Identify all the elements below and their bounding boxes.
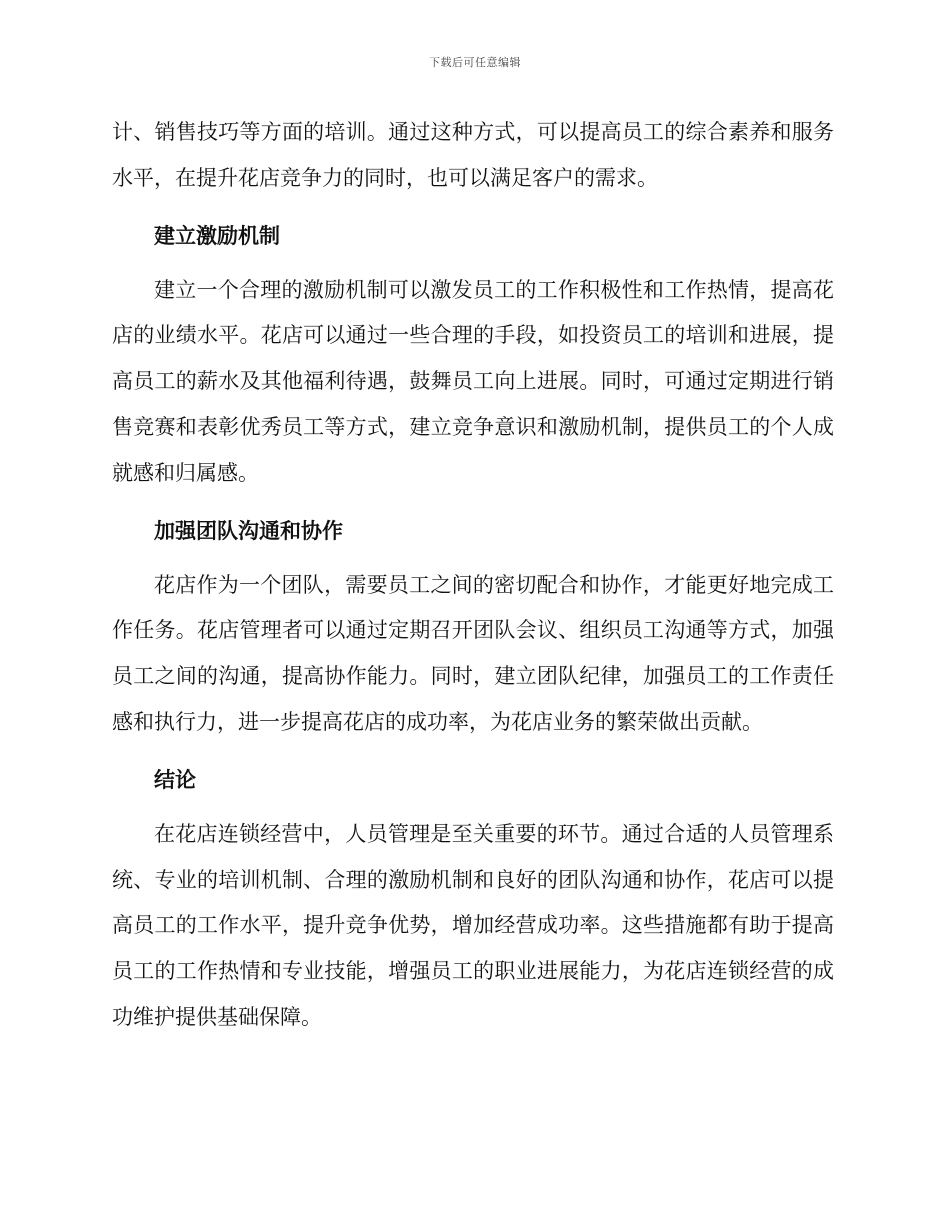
paragraph-training-continued: 计、销售技巧等方面的培训。通过这种方式，可以提高员工的综合素养和服务水平，在提升花店竞争力的同时，也可以满足客户的需求。 [112, 120, 834, 190]
header-note: 下载后可任意编辑 [429, 56, 521, 69]
heading-incentive-mechanism: 建立激励机制 [154, 223, 280, 248]
paragraph-incentive-mechanism: 建立一个合理的激励机制可以激发员工的工作积极性和工作热情，提高花店的业绩水平。花店可以通过一些合理的手段，如投资员工的培训和进展，提高员工的薪水及其他福利待遇，鼓舞员工向上进展。同时，可通过定期进行销售竞赛和表彰优秀员工等方式，建立竞争意识和激励机制，提供员工的个人成就感和归属感。 [112, 277, 834, 485]
paragraph-team-communication: 花店作为一个团队，需要员工之间的密切配合和协作，才能更好地完成工作任务。花店管理者可以通过定期召开团队会议、组织员工沟通等方式，加强员工之间的沟通，提高协作能力。同时，建立团队纪律，加强员工的工作责任感和执行力，进一步提高花店的成功率，为花店业务的繁荣做出贡献。 [112, 572, 834, 734]
document-body [112, 110, 834, 1041]
heading-conclusion: 结论 [154, 767, 196, 792]
heading-team-communication: 加强团队沟通和协作 [154, 518, 343, 543]
paragraph-conclusion: 在花店连锁经营中，人员管理是至关重要的环节。通过合适的人员管理系统、专业的培训机制、合理的激励机制和良好的团队沟通和协作，花店可以提高员工的工作水平，提升竞争优势，增加经营成功率。这些措施都有助于提高员工的工作热情和专业技能，增强员工的职业进展能力，为花店连锁经营的成功维护提供基础保障。 [112, 821, 834, 1029]
